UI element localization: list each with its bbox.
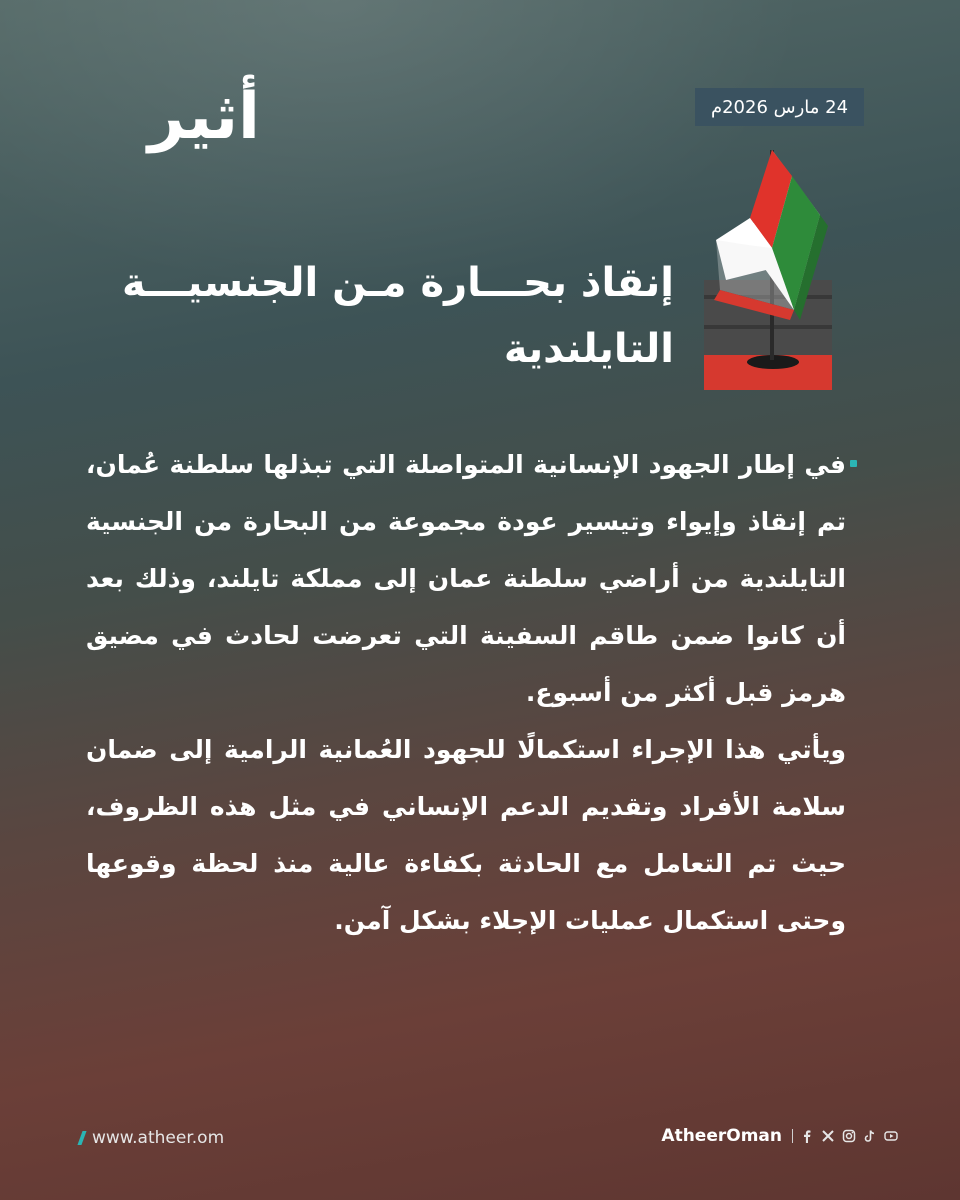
paragraph-bullet-icon [850,460,857,467]
title-line-1: إنقاذ بحـــارة مـن الجنسيـــة [122,260,674,306]
social-bar [661,1126,898,1146]
x-icon[interactable] [821,1129,835,1143]
separator [792,1129,793,1143]
title-line-2: التايلندية [503,326,674,372]
logo-text: أثير [148,80,260,154]
paragraph-1: في إطار الجهود الإنسانية المتواصلة التي تبذلها سلطنة عُمان، تم إنقاذ وإيواء وتيسير عودة مجموعة من البحارة من الجنسية التايلندية من أراضي سلطنة عمان إلى مملكة تايلند، وذلك بعد أن كانوا ضمن طاقم السفينة التي تعرضت لحادث في مضيق هرمز قبل أكثر من أسبوع. [86,450,846,707]
url-marker-icon [77,1131,86,1145]
youtube-icon[interactable] [884,1129,898,1143]
social-handle[interactable]: AtheerOman [661,1126,782,1146]
facebook-icon[interactable] [800,1129,814,1143]
paragraph-2: ويأتي هذا الإجراء استكمالًا للجهود العُمانية الرامية إلى ضمان سلامة الأفراد وتقديم الدعم الإنساني في مثل هذه الظروف، حيث تم التعامل مع الحادثة بكفاءة عالية منذ لحظة وقوعها وحتى استكمال عمليات الإجلاء بشكل آمن. [86,735,846,935]
atheer-logo [48,40,260,156]
website-link[interactable] [80,1128,224,1148]
instagram-icon[interactable] [842,1129,856,1143]
website-url[interactable]: www.atheer.om [92,1128,225,1148]
date-badge [695,88,864,126]
article-body [86,436,846,949]
page-title [122,250,674,382]
oman-flag-image [700,130,840,390]
tiktok-icon[interactable] [863,1129,877,1143]
date-text: 24 مارس 2026م [710,96,849,118]
